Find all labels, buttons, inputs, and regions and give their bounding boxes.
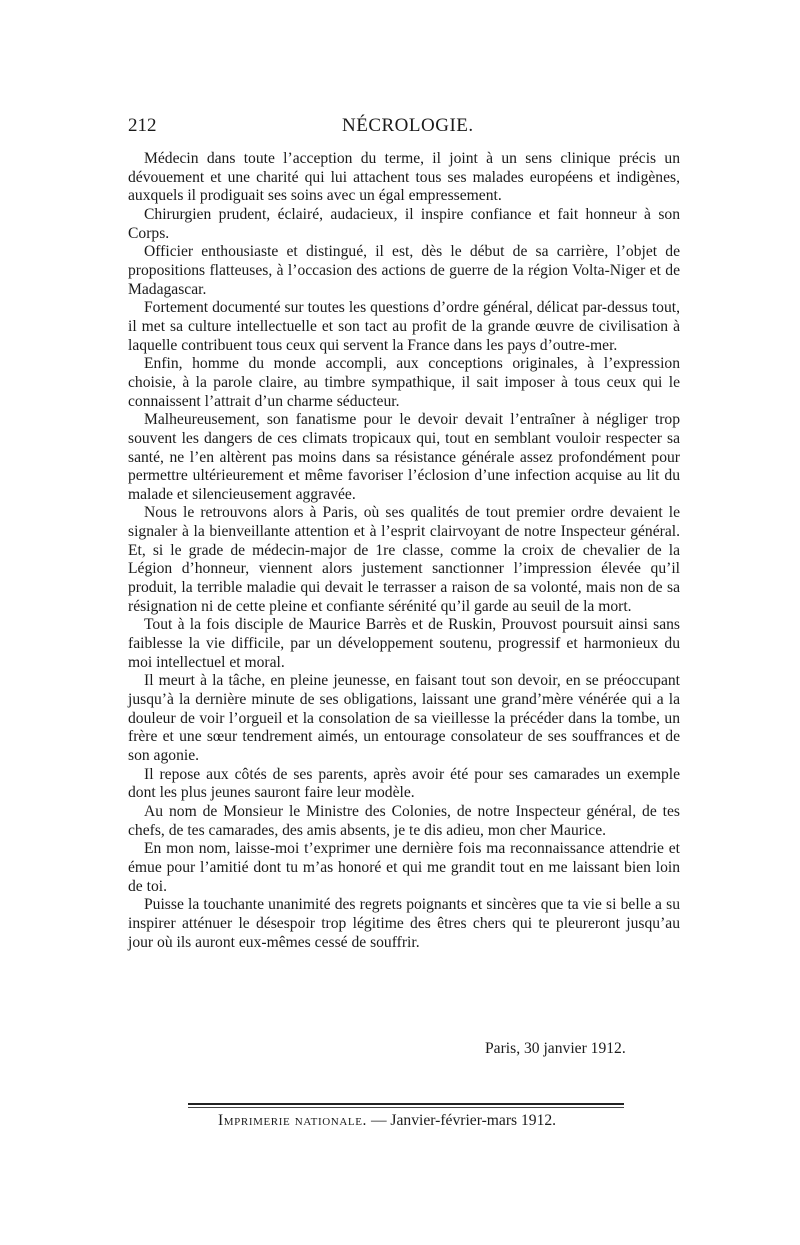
paragraph: Chirurgien prudent, éclairé, audacieux, il inspire confiance et fait honneur à son Corps. bbox=[128, 205, 680, 242]
paragraph: Au nom de Monsieur le Ministre des Colonies, de notre Inspecteur général, de tes chefs, de tes camarades, des amis absents, je te dis adieu, mon cher Maurice. bbox=[128, 802, 680, 839]
running-head: NÉCROLOGIE. bbox=[342, 115, 474, 136]
paragraph: Fortement documenté sur toutes les questions d’ordre général, délicat par-dessus tout, il met sa culture intellectuelle et son tact au profit de la grande œuvre de civilisation à laquelle contribuent tous ceux qui servent la France dans les pays d’outre-mer. bbox=[128, 299, 680, 354]
printer-imprint bbox=[218, 1111, 556, 1131]
paragraph: Médecin dans toute l’acception du terme, il joint à un sens clinique précis un dévouement et une charité qui lui attachent tous ses malades européens et indigènes, auxquels il prodiguait ses soins avec un égal empressement. bbox=[128, 150, 680, 205]
paragraph: Nous le retrouvons alors à Paris, où ses qualités de tout premier ordre devaient le signaler à la bienveillante attention et à l’esprit clairvoyant de notre Inspecteur général. Et, si le grade de médecin-major de 1re classe, comme la croix de chevalier de la Légion d’honneur, viennent alors justement sanctionner l’impression élevée qu’il produit, la terrible maladie qui devait le terrasser a raison de sa volonté, mais non de sa résignation ni de cette pleine et confiante sérénité qu’il garde au seuil de la mort. bbox=[128, 504, 680, 615]
imprint-date: — Janvier-février-mars 1912. bbox=[370, 1112, 557, 1129]
paragraph: Il meurt à la tâche, en pleine jeunesse, en faisant tout son devoir, en se préoccupant jusqu’à la dernière minute de ses obligations, laissant une grand’mère vénérée qui a la douleur de voir l’orgueil et la consolation de sa vieillesse la précéder dans la tombe, un frère et une sœur tendrement aimés, un entourage consolateur de ses souffrances et de son agonie. bbox=[128, 672, 680, 764]
page-number: 212 bbox=[128, 115, 157, 136]
paragraph: Tout à la fois disciple de Maurice Barrès et de Ruskin, Prouvost poursuit ainsi sans faiblesse la vie difficile, par un développement soutenu, progressif et harmonieux du moi intellectuel et moral. bbox=[128, 616, 680, 671]
paragraph: Enfin, homme du monde accompli, aux conceptions originales, à l’expression choisie, à la parole claire, au timbre sympathique, il sait imposer à tous ceux qui le connaissent l’attrait d’un charme séducteur. bbox=[128, 355, 680, 410]
body-text bbox=[128, 150, 680, 952]
paragraph: Puisse la touchante unanimité des regrets poignants et sincères que ta vie si belle a su inspirer atténuer le désespoir trop légitime des êtres chers qui te pleureront jusqu’au jour où ils auront eux-mêmes cessé de souffrir. bbox=[128, 896, 680, 951]
page-header bbox=[128, 114, 680, 138]
footer-rule bbox=[188, 1103, 624, 1105]
paragraph: Il repose aux côtés de ses parents, après avoir été pour ses camarades un exemple dont les plus jeunes sauront faire leur modèle. bbox=[128, 765, 680, 802]
paragraph: Malheureusement, son fanatisme pour le devoir devait l’entraîner à négliger trop souvent les dangers de ces climats tropicaux qui, tout en semblant vouloir respecter sa santé, ne l’en altèrent pas moins dans sa résistance générale assez profondément pour permettre ultérieurement et même favoriser l’éclosion d’une infection acquise au lit du malade et silencieusement aggravée. bbox=[128, 411, 680, 503]
paragraph: En mon nom, laisse-moi t’exprimer une dernière fois ma reconnaissance attendrie et émue pour l’amitié dont tu m’as honoré et qui me grandit tout en me laissant bien loin de toi. bbox=[128, 840, 680, 895]
signoff-date: Paris, 30 janvier 1912. bbox=[485, 1040, 626, 1057]
footer-rule-thin bbox=[188, 1107, 624, 1108]
paragraph: Officier enthousiaste et distingué, il est, dès le début de sa carrière, l’objet de propositions flatteuses, à l’occasion des actions de guerre de la région Volta-Niger et de Madagascar. bbox=[128, 243, 680, 298]
imprint-label: Imprimerie nationale. bbox=[218, 1112, 368, 1129]
